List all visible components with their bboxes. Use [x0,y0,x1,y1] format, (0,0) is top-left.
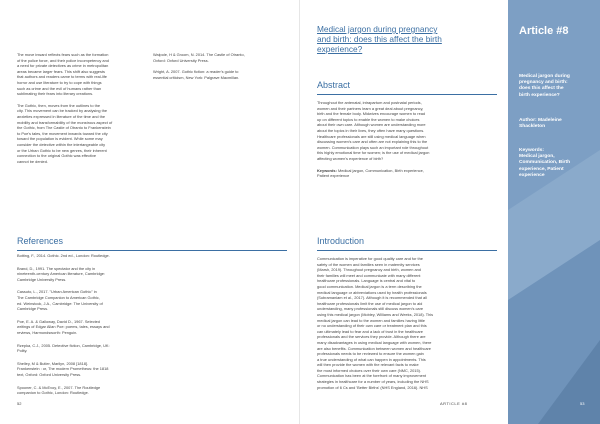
left-body-column-2 [153,52,283,86]
reference-entry: Brand, D., 1991. The spectator and the city in nineteenth-century American literature, Cambridge: Cambridge University Press. [17,265,106,282]
left-body-column-1 [17,52,137,170]
reference-entry: Poe, E. A. & Galloway, David D., 1967. Selected writings of Edgar Allan Poe: poems, tales, essays and reviews, Harmondsworth: Penguin. [17,318,110,335]
references-heading: References [17,236,64,246]
reference-entry: Wright, A. 2007. Gothic fiction: a reader's guide to essential criticism, New York: Palgrave Macmillan. [153,69,240,80]
reference-entry: Shelley, M & Butler, Marilyn, 2008 [1818]. Frankenstein : or, The modern Prometheus: the 1818 text, Oxford: Oxford University Press. [17,360,109,377]
reference-entry: Rzepka, C.J., 2005. Detective fiction, Cambridge, UK: Polity. [17,342,110,354]
abstract-text: Throughout the antenatal, intrapartum and postnatal periods, women and their partners learn a great deal about pregnancy, birth and the female body. Midwives encourage women to read up on different topics to enable the women to make choices about their own care. Although women are understanding more about the topics in their lives, they often have many questions. Healthcare professionals are still using medical language when discussing women's care and often are not explaining this to the women. Communication plays such an important role throughout this highly emotional time for women; is the use of medical jargon affecting women's experience of birth? [317,100,430,161]
article-sidebar [508,0,600,424]
references-list [17,253,147,403]
article-title[interactable]: Medical jargon during pregnancy and birth: does this affect the birth experience? [317,24,442,54]
introduction-heading: Introduction [317,236,365,246]
introduction-body [317,256,497,396]
body-paragraph: The Gothic, then, moves from the outlines to the city. This movement can be tracked by analysing the anxieties expressed in literature of the time and the mobility and transformability of the monstrous aspect of the Gothic, from The Castle of Otranto to Frankenstein to Poe's tales, the movement inwards toward the city toward the population is evident. While some may consider the detective within the intertangeable city or the Urban Gothic to be new genres, their inherent connection to the original Gothic was effective cannot be denied. [17,102,113,164]
abstract-heading: Abstract [317,80,351,90]
introduction-rule [317,250,497,251]
page-number-right: 53 [580,401,585,406]
keywords-line [317,168,497,179]
abstract-rule [317,94,497,95]
references-rule [17,250,287,251]
reference-entry: Botting, F., 2014. Gothic. 2nd ed., London: Routledge. [17,253,110,258]
right-page [300,0,600,424]
sidebar-keywords: Keywords: Medical jargon, Communication, Birth experience, Patient experience [519,148,571,178]
reference-entry: Cassuto, L., 2017. "Urban American Gothic" in The Cambridge Companion to American Gothic, ed. Weinstock, J.A., Cambridge: The University of Cambridge Press. [17,289,103,312]
reference-entry: Spooner, C. & McEvoy, E., 2007. The Routledge companion to Gothic, London: Routledge. [17,384,101,396]
body-paragraph: The move inward reflects fears such as the formation of the police force, and their police incompetency and a need for private detectives as crime in metropolitan areas became larger fears. This shift also suggests that authors and readers came to terms with real-life horror and use literature to try to cope with things such as crime and the evil of humans rather than sublimating their fears into literary creations. [17,52,109,97]
sidebar-author: Author: Madeleine Shackleton [519,118,562,130]
decorative-shapes [508,0,600,424]
sidebar-subtitle: Medical jargon during pregnancy and birth: does this affect the birth experience? [519,74,570,98]
sidebar-title: Article #8 [519,25,569,37]
keywords-text: Medical jargon, Communication, Birth experience, Patient experience [317,167,424,179]
keywords-label: Keywords: [317,167,337,173]
introduction-text: Communication is imperative for good quality care and for the safety of the women and families seen in maternity services (Marsh, 2019). Throughout pregnancy and birth, women and their families will meet and communicate with many different healthcare professionals. Language is central and vital to good communication. Medical jargon is a term describing the medical language or abbreviations used by health professionals (Subramaniam et al., 2017). Although it is recommended that all healthcare professionals limit the use of medical jargon to aid understanding, many professionals still discuss women's care using this medical jargon (Mobley, Williams and Weeks, 2018). This medical jargon can lead to the women and families having little or no understanding of their own care or treatment plan and this can ultimately lead to fear and a lack of trust in the healthcare professionals and the services they provide. Although there are many disadvantages in using medical language with women, there are also benefits. Communication between women and healthcare professionals needs to be reviewed to ensure the women gain a true understanding of what can happen in appointments. This will then provide the women with the relevant facts to make the most informed choices over their own care (NMC, 2015). Communication has been at the forefront of many improvement strategies in healthcare for a number of years, including the NHS promotion of 6 Cs and 'Better Births' (NHS England, 2016). NHS [317,256,434,390]
article-footer-label: ARTICLE #8 [440,401,468,406]
abstract-body [317,100,497,185]
page-number-left: 52 [17,401,22,406]
reference-entry: Walpole, H & Groom, N. 2014. The Castle of Otranto, Oxford: Oxford University Press. [153,52,245,63]
